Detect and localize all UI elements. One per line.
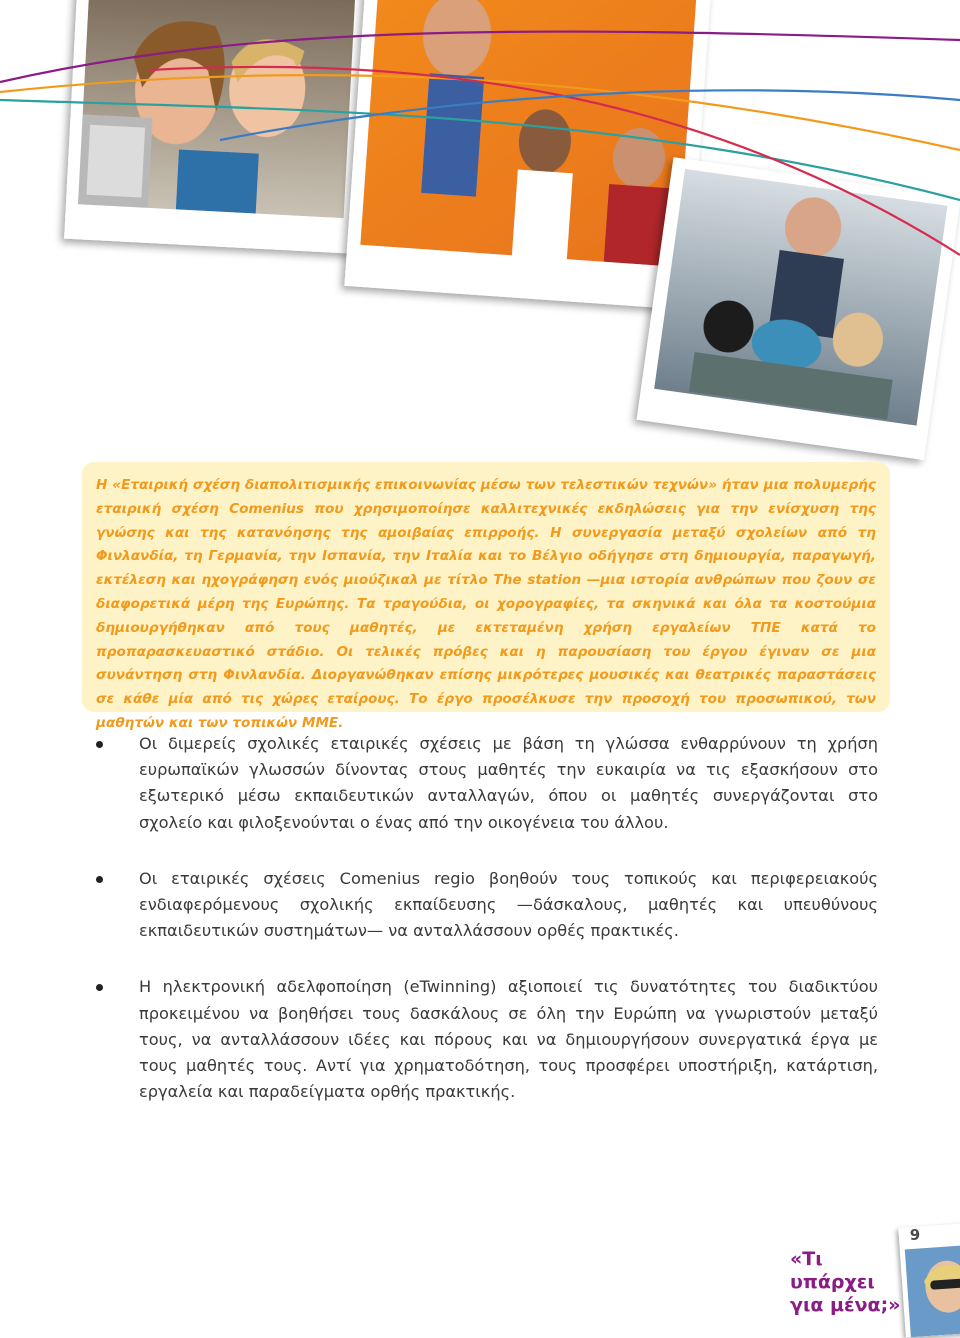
list-item [96,974,878,1105]
photo-dancing-boys [344,0,710,310]
page-number: 9 [909,1226,921,1244]
section-footer-title: «Τι υπάρχει για μένα;» [790,1248,901,1316]
bullet-icon [96,984,103,991]
list-item [96,866,878,945]
list-item [96,731,878,836]
list-item-text: Η ηλεκτρονική αδελφοποίηση (eTwinning) αξιοποιεί τις δυνατότητες του διαδικτύου προκειμένου να βοηθήσει τους δασκάλους σε όλη την Ευρώπη να γνωριστούν μεταξύ τους, να ανταλλάσσουν ιδέες και πόρους και να δημιουργήσουν συνεργατικά έργα με τους μαθητές τους. Αντί για χρηματοδότηση, τους προσφέρει υποστήριξη, κατάρτιση, εργαλεία και παραδείγματα ορθής πρακτικής. [139,977,878,1102]
bullet-icon [96,741,103,748]
bullet-list [96,731,878,1135]
list-item-text: Οι διμερείς σχολικές εταιρικές σχέσεις με βάση τη γλώσσα ενθαρρύνουν τη χρήση ευρωπαϊκών γλωσσών δίνοντας στους μαθητές την ευκαιρία να τις εξασκήσουν στο εξωτερικό μέσω εκπαιδευτικών ανταλλαγών, όπου οι μαθητές συνεργάζονται στο σχολείο και φιλοξενούνται ο ένας από την οικογένεια του άλλου. [139,734,878,832]
list-item-text: Οι εταιρικές σχέσεις Comenius regio βοηθούν τους τοπικούς και περιφερειακούς ενδιαφερόμενους σχολικής εκπαίδευσης —δάσκαλους, μαθητές και υπευθύνους εκπαιδευτικών συστημάτων— να ανταλλάσσουν ορθές πρακτικές. [139,868,878,941]
photo-collage [0,0,960,470]
photo-classroom [637,157,960,460]
bullet-icon [96,876,103,883]
case-study-text: Η «Εταιρική σχέση διαπολιτισμικής επικοινωνίας μέσω των τελεστικών τεχνών» ήταν μια πολυμερής εταιρική σχέση Comenius που χρησιμοποίησε καλλιτεχνικές εκδηλώσεις για την ενίσχυση της γνώσης και της κατανόησης της αμοιβαίας επιρροής. Η συνεργασία μεταξύ σχολείων από τη Φινλανδία, τη Γερμανία, την Ισπανία, την Ιταλία και το Βέλγιο οδήγησε στη δημιουργία, παραγωγή, εκτέλεση και ηχογράφηση ενός μιούζικαλ με τίτλο The station —μια ιστορία ανθρώπων που ζουν σε διαφορετικά μέρη της Ευρώπης. Τα τραγούδια, οι χορογραφίες, τα σκηνικά και όλα τα κοστούμια δημιουργήθηκαν από τους μαθητές, με εκτεταμένη χρήση εργαλείων ΤΠΕ κατά το προπαρασκευαστικό στάδιο. Οι τελικές πρόβες και η παρουσίαση του έργου έγιναν σε μια συνάντηση στη Φινλανδία. Διοργανώθηκαν επίσης μικρότερες μουσικές και θεατρικές παραστάσεις σε κάθε μία από τις χώρες εταίρους. Το έργο προσέλκυσε την προσοχή του προσωπικού, των μαθητών και των τοπικών ΜΜΕ. [96,477,876,731]
